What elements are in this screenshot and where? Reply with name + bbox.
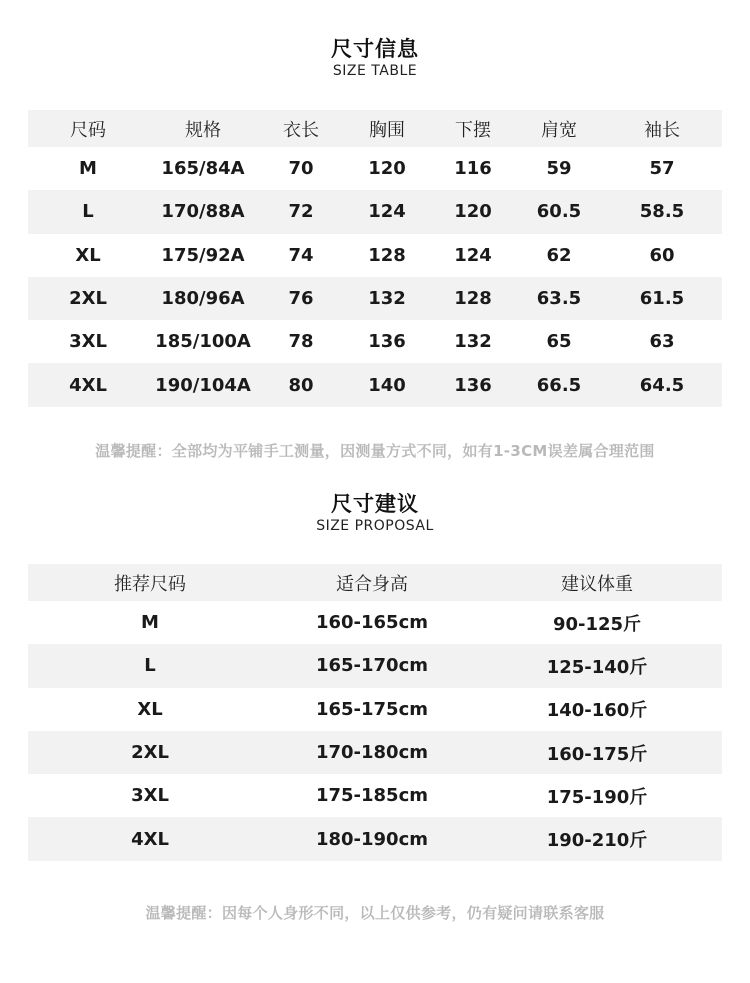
size-table-cell: 70 — [288, 158, 314, 180]
size-proposal-cell: 165-170cm — [315, 655, 429, 677]
size-table-heading — [0, 36, 750, 80]
size-table-cell: 120 — [368, 158, 406, 180]
header-spec: 规格 — [185, 119, 221, 141]
size-table-cell: 74 — [288, 244, 314, 266]
size-table-cell: 128 — [454, 288, 492, 310]
size-table-cell: 80 — [288, 374, 314, 396]
size-proposal-note: 温馨提醒：因每个人身形不同，以上仅供参考，仍有疑问请联系客服 — [145, 904, 605, 922]
size-table-cell: 116 — [454, 158, 492, 180]
size-table-cell: 61.5 — [639, 288, 685, 310]
size-table-cell: XL — [75, 244, 101, 266]
size-proposal-title-cn: 尺寸建议 — [331, 492, 419, 516]
size-table-cell: 2XL — [69, 288, 107, 310]
size-table-cell: 65 — [546, 331, 572, 353]
header-hem: 下摆 — [455, 119, 491, 141]
size-proposal-row — [28, 774, 722, 817]
size-proposal-cell: 125-140斤 — [546, 656, 648, 678]
size-table — [28, 110, 722, 407]
header-chest: 胸围 — [369, 119, 405, 141]
size-proposal-cell: 2XL — [131, 742, 169, 764]
size-table-header-row — [28, 110, 722, 147]
size-proposal-cell: M — [141, 612, 159, 634]
size-table-row — [28, 190, 722, 233]
size-table-cell: 120 — [454, 201, 492, 223]
size-proposal-cell: 140-160斤 — [546, 700, 648, 722]
size-proposal-cell: 190-210斤 — [546, 830, 648, 852]
size-table-cell: 3XL — [69, 331, 107, 353]
size-table-cell: 66.5 — [536, 374, 582, 396]
size-table-cell: 165/84A — [161, 158, 245, 180]
size-table-cell: 60.5 — [536, 201, 582, 223]
size-table-cell: 170/88A — [161, 201, 245, 223]
size-proposal-cell: 160-165cm — [315, 612, 429, 634]
size-table-row — [28, 277, 722, 320]
size-table-title-en: SIZE TABLE — [332, 63, 418, 79]
size-proposal-cell: 3XL — [131, 785, 169, 807]
size-table-cell: 136 — [454, 374, 492, 396]
size-table-cell: 58.5 — [639, 201, 685, 223]
size-table-cell: 136 — [368, 331, 406, 353]
size-table-row — [28, 147, 722, 190]
size-table-cell: 124 — [454, 244, 492, 266]
size-proposal-cell: 160-175斤 — [546, 743, 648, 765]
size-table-row — [28, 320, 722, 363]
size-table-cell: 63 — [649, 331, 675, 353]
header-recommended-size: 推荐尺码 — [114, 573, 186, 595]
size-proposal-row — [28, 817, 722, 860]
size-proposal-cell: 180-190cm — [315, 828, 429, 850]
size-table-cell: 180/96A — [161, 288, 245, 310]
size-proposal-header-row — [28, 564, 722, 601]
size-proposal-heading — [0, 491, 750, 535]
size-table-cell: 57 — [649, 158, 675, 180]
size-table-cell: 76 — [288, 288, 314, 310]
size-table-title-cn: 尺寸信息 — [331, 37, 419, 61]
size-proposal-title-en: SIZE PROPOSAL — [316, 518, 434, 534]
size-table-cell: 132 — [454, 331, 492, 353]
size-table-cell: 124 — [368, 201, 406, 223]
header-size: 尺码 — [70, 119, 106, 141]
size-proposal-cell: XL — [137, 698, 163, 720]
size-table-cell: 59 — [546, 158, 572, 180]
size-proposal-cell: 165-175cm — [315, 698, 429, 720]
size-proposal-cell: 90-125斤 — [552, 613, 642, 635]
size-proposal-cell: 175-190斤 — [546, 786, 648, 808]
size-table-cell: 140 — [368, 374, 406, 396]
size-table-cell: M — [79, 158, 97, 180]
size-proposal-row — [28, 644, 722, 687]
size-table-cell: 60 — [649, 244, 675, 266]
size-table-row — [28, 234, 722, 277]
size-table-row — [28, 363, 722, 406]
size-table-cell: 185/100A — [155, 331, 251, 353]
size-table-cell: 4XL — [69, 374, 107, 396]
size-proposal-row — [28, 731, 722, 774]
size-proposal-row — [28, 688, 722, 731]
header-suitable-height: 适合身高 — [336, 573, 408, 595]
size-proposal-table — [28, 564, 722, 861]
header-length: 衣长 — [283, 119, 319, 141]
size-proposal-cell: 170-180cm — [315, 742, 429, 764]
size-proposal-row — [28, 601, 722, 644]
size-table-cell: 64.5 — [639, 374, 685, 396]
header-sleeve: 袖长 — [644, 119, 680, 141]
size-table-cell: 175/92A — [161, 244, 245, 266]
size-proposal-cell: L — [144, 655, 156, 677]
size-table-cell: 128 — [368, 244, 406, 266]
size-table-cell: 72 — [288, 201, 314, 223]
size-table-note: 温馨提醒：全部均为平铺手工测量，因测量方式不同，如有1-3CM误差属合理范围 — [95, 442, 655, 460]
size-proposal-cell: 175-185cm — [315, 785, 429, 807]
size-proposal-cell: 4XL — [131, 828, 169, 850]
size-table-cell: 190/104A — [155, 374, 251, 396]
header-shoulder: 肩宽 — [541, 119, 577, 141]
size-table-cell: 78 — [288, 331, 314, 353]
size-table-cell: 62 — [546, 244, 572, 266]
header-suggested-weight: 建议体重 — [561, 573, 633, 595]
size-table-cell: 63.5 — [536, 288, 582, 310]
size-table-cell: 132 — [368, 288, 406, 310]
size-table-cell: L — [82, 201, 94, 223]
